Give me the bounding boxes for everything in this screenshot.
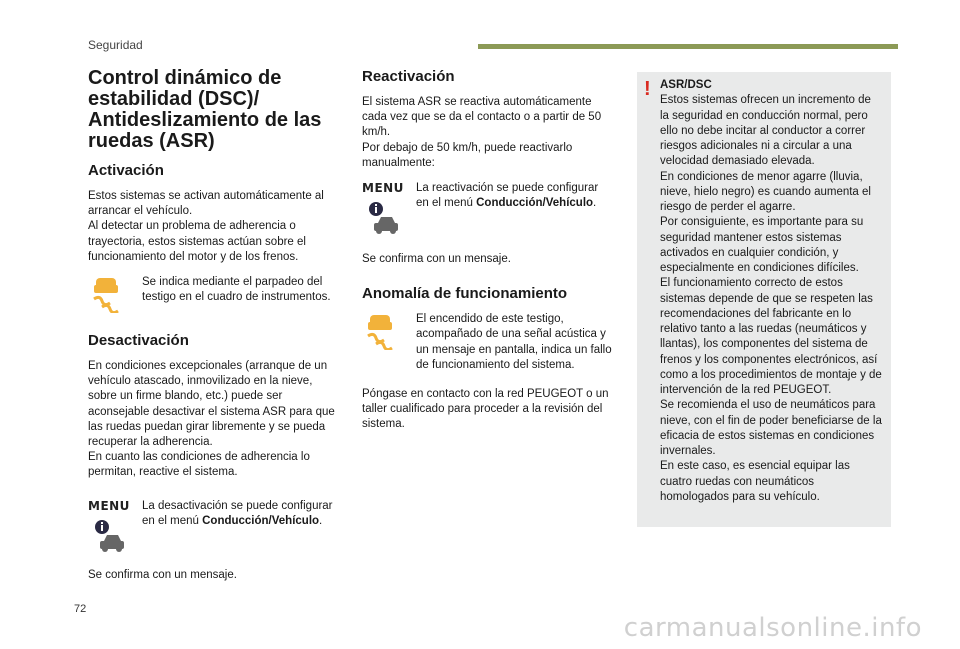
reactivation-confirm: Se confirma con un mensaje. <box>362 253 511 266</box>
section-accent-bar <box>478 44 898 49</box>
warning-text: Estos sistemas ofrecen un incremento de la seguridad en conducción normal, pero ello no debe incitar al conductor a correr riesgos adicionales ni a circular a una velocidad demasiado elevada. En condiciones de menor agarre (lluvia, nieve, hielo negro) es cuando aumenta el riesgo de perder el agarre. Por consiguiente, es importante para su seguridad mantener estos sistemas activados en cualquier condición, y especialmente en condiciones difíciles. El funcionamiento correcto de estos sistemas depende de que se respeten las recomendaciones del fabricante en lo relativo tanto a las ruedas (neumáticos y llantas), los componentes del sistema de frenos y los componentes electrónicos, así como a los procedimientos de montaje y de intervención de la red PEUGEOT. Se recomienda el uso de neumáticos para nieve, con el fin de poder beneficiarse de la eficacia de estos sistemas en condiciones invernales. En este caso, es esencial equipar las cuatro ruedas con neumáticos homologados para su vehículo. <box>660 94 882 503</box>
skid-warning-icon <box>362 312 416 355</box>
page-number: 72 <box>74 603 87 615</box>
warning-title: ASR/DSC <box>660 79 712 91</box>
column-2 <box>362 68 614 433</box>
info-car-icon <box>368 201 404 237</box>
deactivation-menu-note: La desactivación se puede configurar en el menú Conducción/Vehículo. <box>142 499 333 527</box>
heading-deactivation: Desactivación <box>88 332 189 350</box>
section-label: Seguridad <box>88 38 143 52</box>
skid-warning-icon <box>88 275 142 318</box>
heading-malfunction: Anomalía de funcionamiento <box>362 285 568 303</box>
heading-reactivation: Reactivación <box>362 68 455 85</box>
menu-icon: MENU <box>362 181 404 196</box>
watermark: carmanualsonline.info <box>623 613 922 643</box>
activation-icon-note: Se indica mediante el parpadeo del testigo en el cuadro de instrumentos. <box>142 276 331 304</box>
warning-box <box>637 72 891 527</box>
column-1 <box>88 68 340 583</box>
reactivation-text: El sistema ASR se reactiva automáticamente cada vez que se da el contacto o a partir de 50 km/h. Por debajo de 50 km/h, puede reactivarlo manualmente: <box>362 96 602 169</box>
deactivation-text: En condiciones excepcionales (arranque de un vehículo atascado, inmovilizado en la nieve, sobre un firme blando, etc.) puede ser aconsejable desactivar el sistema ASR para que las ruedas puedan girar libremente y se pueda recuperar la adherencia. En cuanto las condiciones de adherencia lo permitan, reactive el sistema. <box>88 360 335 479</box>
warning-exclamation-icon: ! <box>644 78 651 100</box>
info-car-icon <box>94 519 130 555</box>
activation-text: Estos sistemas se activan automáticamente al arrancar el vehículo. Al detectar un problema de adherencia o trayectoria, estos sistemas actúan sobre el funcionamiento del motor y de los frenos. <box>88 190 324 263</box>
reactivation-menu-note: La reactivación se puede configurar en el menú Conducción/Vehículo. <box>416 182 599 210</box>
menu-icon: MENU <box>88 498 130 513</box>
malfunction-icon-note: El encendido de este testigo, acompañado de una señal acústica y un mensaje en pantalla, indica un fallo de funcionamiento del sistema. <box>416 313 612 371</box>
malfunction-text: Póngase en contacto con la red PEUGEOT o un taller cualificado para proceder a la revisión del sistema. <box>362 388 609 431</box>
deactivation-confirm: Se confirma con un mensaje. <box>88 568 237 581</box>
heading-activation: Activación <box>88 162 164 179</box>
page-title: Control dinámico de estabilidad (DSC)/ Antideslizamiento de las ruedas (ASR) <box>88 67 322 152</box>
